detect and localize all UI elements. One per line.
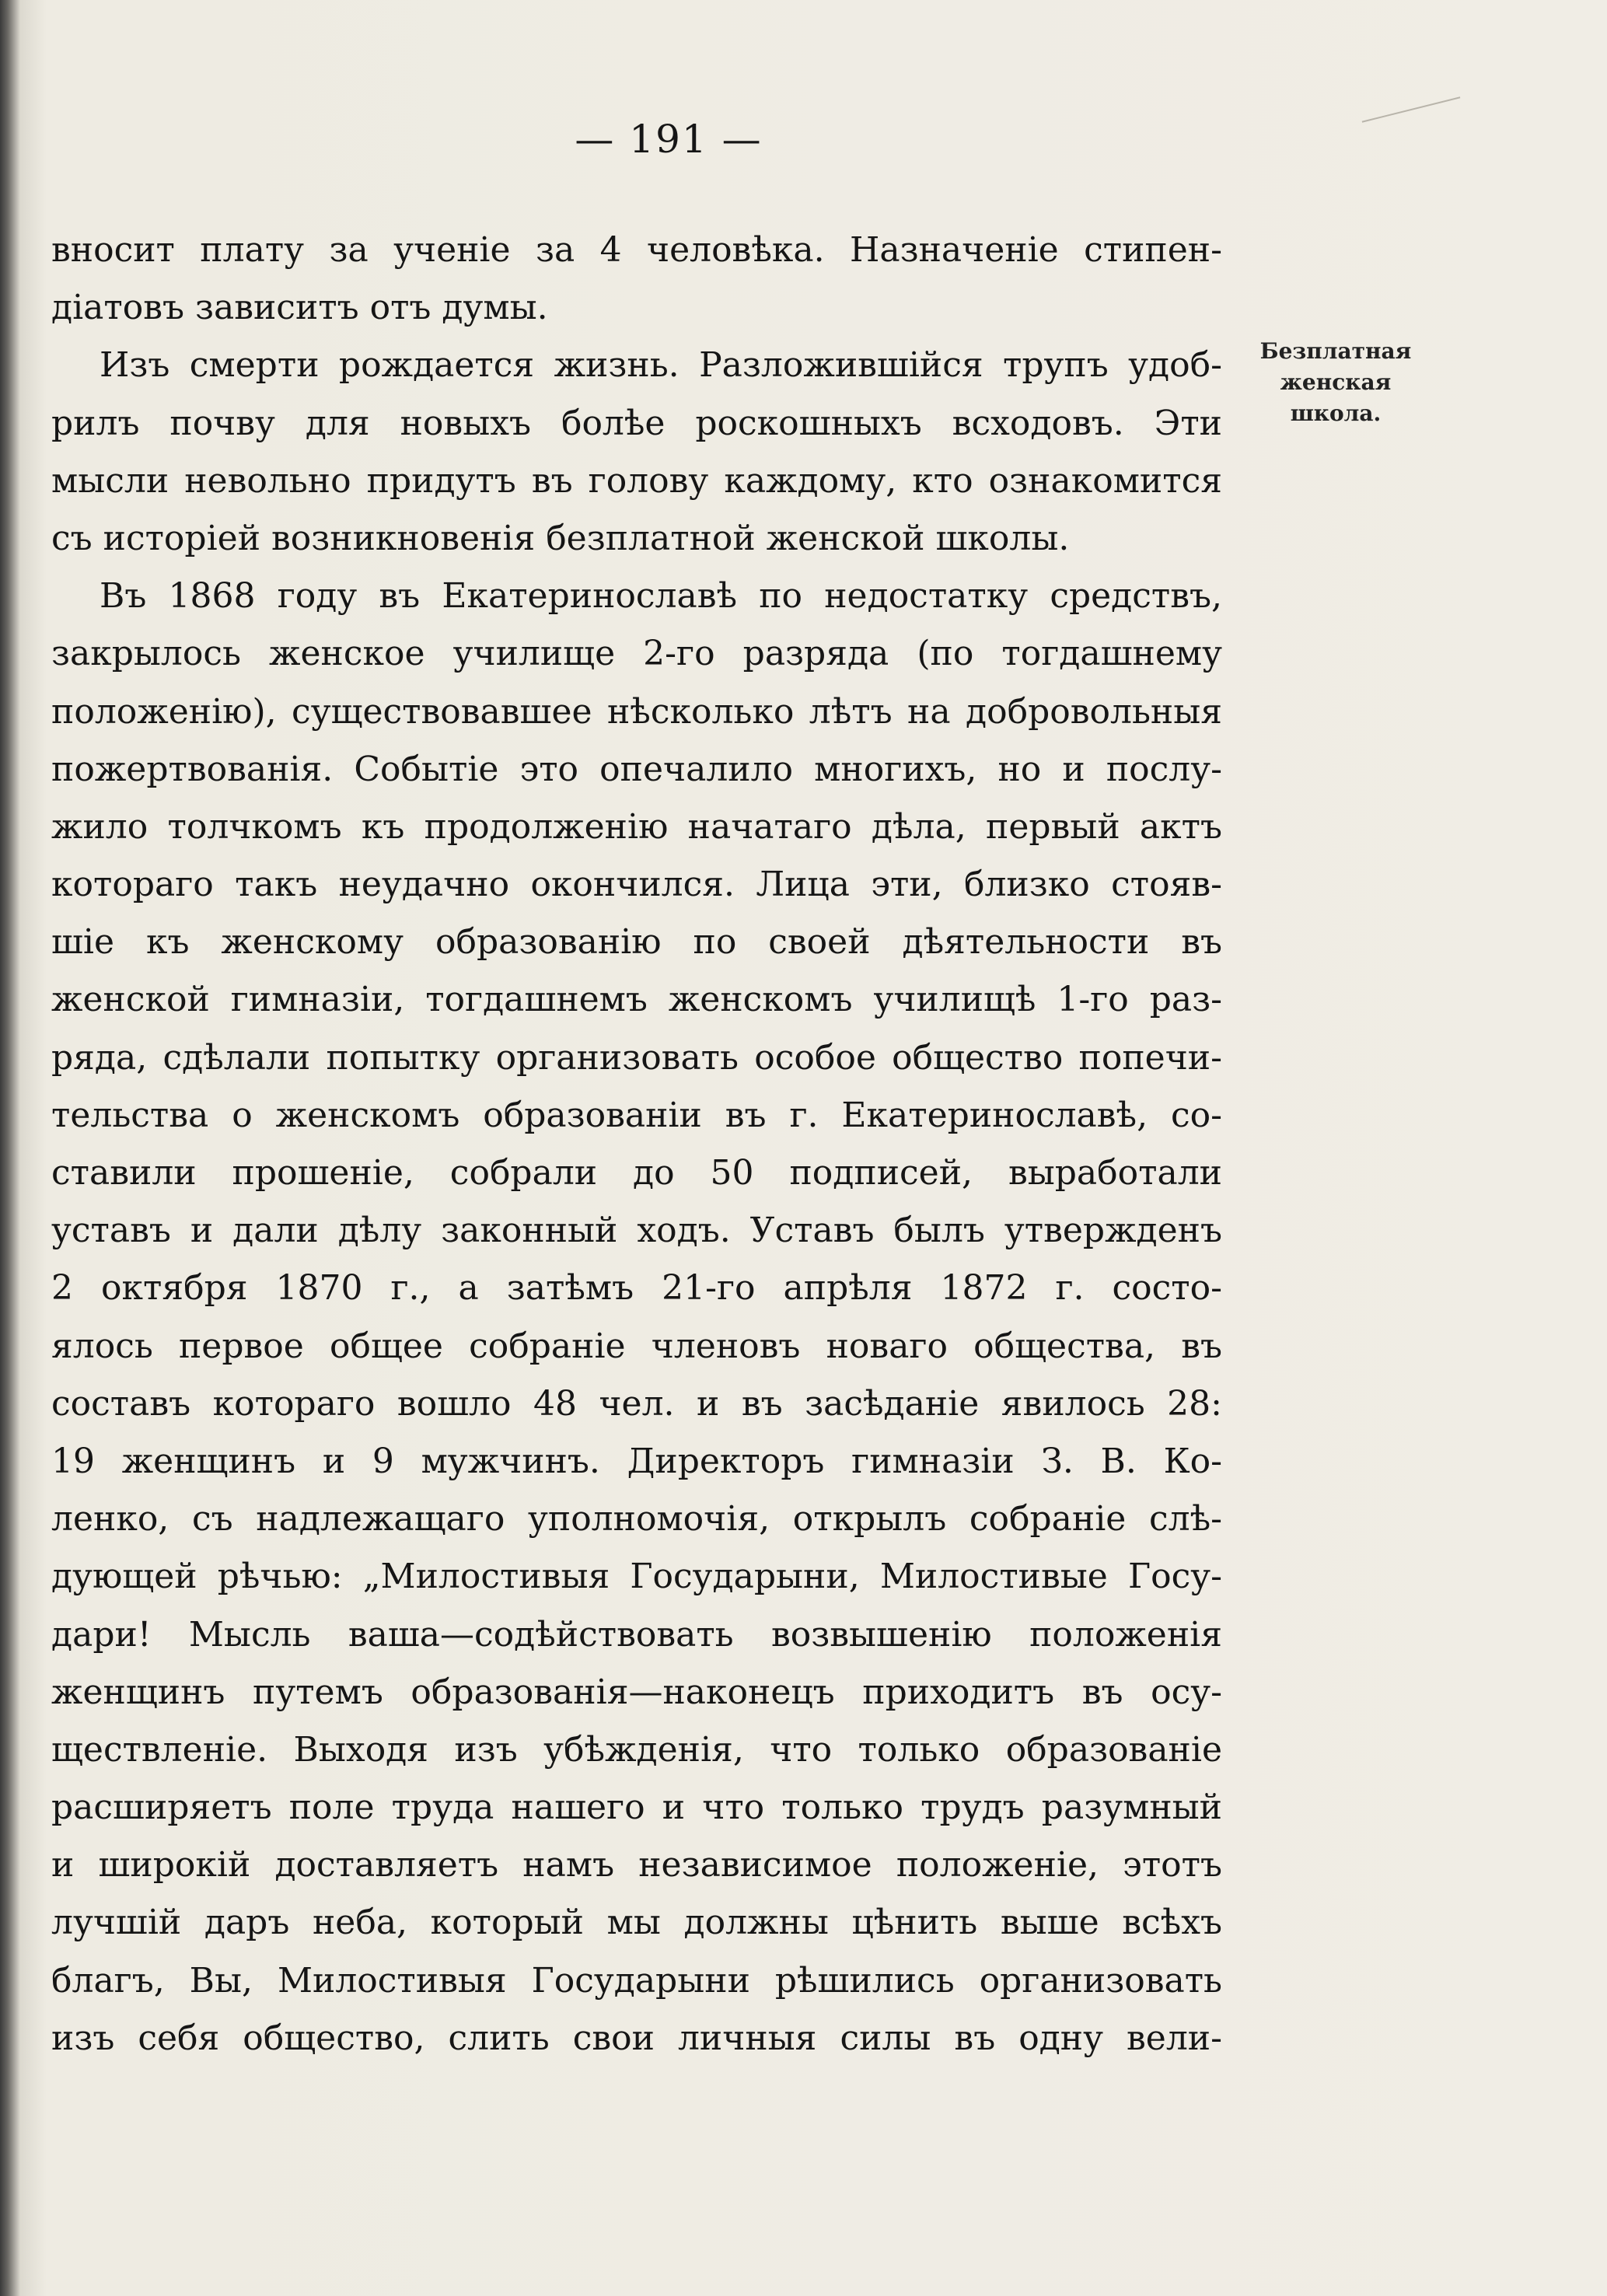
margin-note-line: Безплатная xyxy=(1259,338,1412,364)
text-line: лучшій даръ неба, который мы должны цѣнить выше всѣхъ xyxy=(51,1903,1222,1943)
text-line: ществленіе. Выходя изъ убѣжденія, что только образованіе xyxy=(51,1729,1222,1770)
text-line: дари! Мысль ваша—содѣйствовать возвышенію положенія xyxy=(51,1614,1222,1655)
text-line: составъ котораго вошло 48 чел. и въ засѣданіе явилось 28: xyxy=(51,1383,1222,1424)
text-line: пожертвованія. Событіе это опечалило многихъ, но и послу- xyxy=(51,749,1222,789)
text-line: рилъ почву для новыхъ болѣе роскошныхъ всходовъ. Эти xyxy=(51,403,1222,443)
text-line: ставили прошеніе, собрали до 50 подписей, выработали xyxy=(51,1153,1222,1193)
margin-note-line: школа. xyxy=(1290,400,1382,426)
text-line: ялось первое общее собраніе членовъ новаго общества, въ xyxy=(51,1326,1222,1366)
text-line: изъ себя общество, слить свои личныя силы въ одну вели- xyxy=(51,2018,1222,2058)
text-line: благъ, Вы, Милостивыя Государыни рѣшились организовать xyxy=(51,1960,1222,2001)
text-line: Въ 1868 году въ Екатеринославѣ по недостатку средствъ, xyxy=(100,576,1222,617)
text-line: мысли невольно придутъ въ голову каждому, кто ознакомится xyxy=(51,460,1222,501)
text-line: діатовъ зависитъ отъ думы. xyxy=(51,288,548,328)
text-line: женской гимназіи, тогдашнемъ женскомъ училищѣ 1-го раз- xyxy=(51,980,1222,1020)
text-line: закрылось женское училище 2-го разряда (по тогдашнему xyxy=(51,634,1222,674)
text-line: женщинъ путемъ образованія—наконецъ приходитъ въ осу- xyxy=(51,1672,1222,1712)
stray-pencil-mark xyxy=(1362,96,1461,122)
text-line: тельства о женскомъ образованіи въ г. Екатеринославѣ, со- xyxy=(51,1095,1222,1135)
text-line: съ исторіей возникновенія безплатной женской школы. xyxy=(51,518,1070,558)
body-text xyxy=(51,222,1222,2067)
text-line: 2 октября 1870 г., а затѣмъ 21-го апрѣля 1872 г. состо- xyxy=(51,1268,1222,1309)
margin-note-line: женская xyxy=(1280,369,1392,395)
text-line: дующей рѣчью: „Милостивыя Государыни, Милостивые Госу- xyxy=(51,1557,1222,1597)
text-line: Изъ смерти рождается жизнь. Разложившійся трупъ удоб- xyxy=(100,345,1222,386)
text-line: шіе къ женскому образованію по своей дѣятельности въ xyxy=(51,922,1222,963)
text-line: положенію), существовавшее нѣсколько лѣтъ на добровольныя xyxy=(51,691,1222,732)
text-line: ленко, съ надлежащаго уполномочія, открылъ собраніе слѣ- xyxy=(51,1499,1222,1539)
text-line: ряда, сдѣлали попытку организовать особое общество попечи- xyxy=(51,1037,1222,1078)
text-line: и широкій доставляетъ намъ независимое положеніе, этотъ xyxy=(51,1845,1222,1885)
text-line: котораго такъ неудачно окончился. Лица эти, близко стояв- xyxy=(51,865,1222,905)
margin-note xyxy=(1242,336,1429,429)
text-line: вносит плату за ученіе за 4 человѣка. Назначеніе стипен- xyxy=(51,230,1222,270)
text-line: 19 женщинъ и 9 мужчинъ. Директоръ гимназіи З. В. Ко- xyxy=(51,1441,1222,1481)
text-line: жило толчкомъ къ продолженію начатаго дѣла, первый актъ xyxy=(51,806,1222,847)
text-line: расширяетъ поле труда нашего и что только трудъ разумный xyxy=(51,1788,1222,1828)
text-line: уставъ и дали дѣлу законный ходъ. Уставъ былъ утвержденъ xyxy=(51,1211,1222,1251)
page-number: — 191 — xyxy=(575,117,763,162)
